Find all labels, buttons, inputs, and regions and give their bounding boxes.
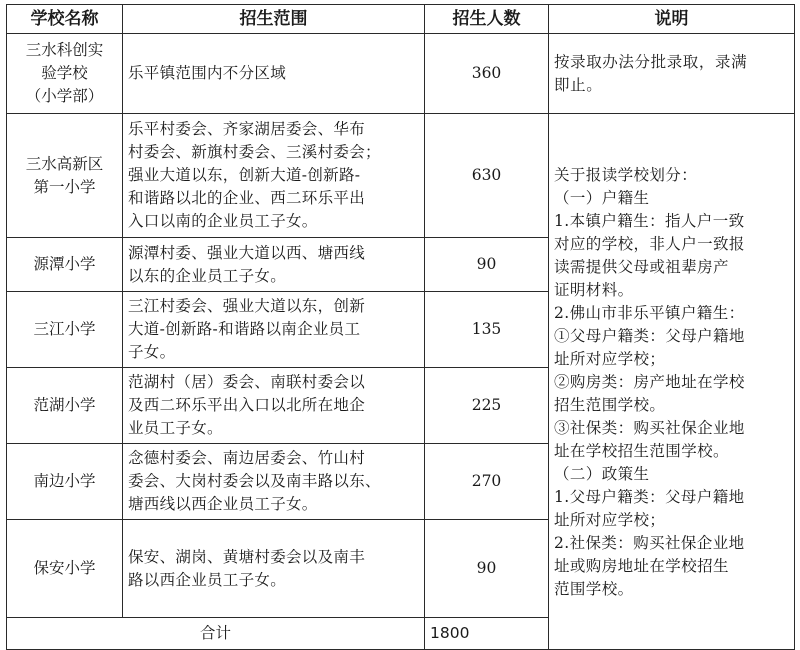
table-row	[7, 114, 795, 238]
school-name-line: 南边小学	[33, 472, 96, 490]
enrollment-range-cell	[123, 520, 425, 618]
note-line: 2.佛山市非乐平镇户籍生：	[554, 304, 745, 322]
school-name-line: 验学校	[41, 64, 88, 82]
header-enrollment-range: 招生范围	[123, 5, 425, 34]
school-name-line: 三水科创实	[25, 41, 104, 59]
school-division-notes	[549, 114, 795, 650]
note-line: 招生范围学校。	[554, 396, 666, 414]
enrollment-table	[6, 4, 795, 650]
note-line: （一）户籍生	[554, 189, 650, 207]
school-name-cell	[7, 368, 123, 444]
note-line: 1.父母户籍类：父母户籍地	[554, 488, 745, 506]
range-line: 路以西企业员工子女。	[128, 570, 287, 589]
enrollment-count-cell: 270	[425, 444, 549, 520]
range-line: 乐平村委会、齐家湖居委会、华布	[128, 120, 366, 138]
range-line: 业员工子女。	[128, 419, 223, 437]
school-name-line: 第一小学	[33, 177, 96, 196]
note-line: 1.本镇户籍生：指人户一致	[554, 212, 745, 230]
school-name-cell	[7, 292, 123, 368]
note-line: 关于报读学校划分：	[554, 166, 698, 184]
range-line: 委会、大岗村委会以及南丰路以东、	[128, 472, 381, 490]
enrollment-count-cell: 360	[425, 34, 549, 114]
range-line: 乐平镇范围内不分区域	[128, 64, 287, 82]
range-line: 及西二环乐平出入口以北所在地企	[128, 396, 366, 414]
note-line: 址所对应学校；	[554, 350, 666, 368]
enrollment-count-cell: 630	[425, 114, 549, 238]
school-name-cell	[7, 520, 123, 618]
range-line: 以东的企业员工子女。	[128, 266, 287, 285]
note-line: 证明材料。	[554, 281, 634, 299]
note-line: 址在学校招生范围学校。	[554, 442, 729, 460]
school-name-cell	[7, 444, 123, 520]
note-line: 对应的学校，非人户一致报	[554, 235, 745, 253]
range-line: 和谐路以北的企业、西二环乐平出	[128, 189, 366, 207]
enrollment-range-cell	[123, 34, 425, 114]
note-line: ②购房类：房产地址在学校	[554, 373, 745, 391]
range-line: 大道-创新路-和谐路以南企业员工	[128, 320, 361, 338]
school-name-line: 三水高新区	[25, 154, 104, 173]
range-line: 强业大道以东，创新大道-创新路-	[128, 166, 361, 184]
school-name-line: 三江小学	[33, 320, 96, 338]
range-line: 子女。	[128, 343, 176, 361]
school-name-line: （小学部）	[25, 87, 104, 105]
note-line: 址或购房地址在学校招生	[554, 557, 729, 575]
note-line: 2.社保类：购买社保企业地	[554, 534, 745, 552]
school-name-line: 范湖小学	[33, 396, 96, 414]
enrollment-count-cell: 225	[425, 368, 549, 444]
enrollment-range-cell	[123, 444, 425, 520]
range-line: 村委会、新旗村委会、三溪村委会；	[128, 143, 381, 161]
header-enrollment-count: 招生人数	[425, 5, 549, 34]
range-line: 塘西线以西企业员工子女。	[128, 495, 318, 513]
range-line: 入口以南的企业员工子女。	[128, 212, 318, 230]
school-name-cell	[7, 34, 123, 114]
enrollment-count-cell: 90	[425, 238, 549, 292]
admission-rule-note	[549, 34, 795, 114]
school-name-cell	[7, 114, 123, 238]
enrollment-count-cell: 135	[425, 292, 549, 368]
note-line: ③社保类：购买社保企业地	[554, 419, 745, 437]
enrollment-range-cell	[123, 368, 425, 444]
header-notes: 说明	[549, 5, 795, 34]
note-line: 即止。	[554, 75, 603, 94]
range-line: 保安、湖岗、黄塘村委会以及南丰	[128, 547, 366, 566]
note-line: 范围学校。	[554, 580, 634, 598]
header-row	[7, 5, 795, 34]
note-line: 按录取办法分批录取，录满	[554, 52, 748, 71]
note-line: 读需提供父母或祖辈房产	[554, 258, 729, 276]
range-line: 范湖村（居）委会、南联村委会以	[128, 373, 366, 391]
range-line: 源潭村委、强业大道以西、塘西线	[128, 243, 366, 262]
note-line: ①父母户籍类：父母户籍地	[554, 327, 745, 345]
range-line: 三江村委会、强业大道以东，创新	[128, 297, 366, 315]
enrollment-count-cell: 90	[425, 520, 549, 618]
enrollment-range-cell	[123, 114, 425, 238]
enrollment-range-cell	[123, 238, 425, 292]
note-line: （二）政策生	[554, 465, 650, 483]
note-line: 址所对应学校；	[554, 511, 666, 529]
school-name-line: 保安小学	[33, 559, 96, 577]
enrollment-range-cell	[123, 292, 425, 368]
school-name-cell	[7, 238, 123, 292]
range-line: 念德村委会、南边居委会、竹山村	[128, 449, 366, 467]
total-count: 1800	[425, 618, 549, 650]
total-label: 合计	[7, 618, 425, 650]
table-row	[7, 34, 795, 114]
header-school-name: 学校名称	[7, 5, 123, 34]
school-name-line: 源潭小学	[33, 255, 96, 273]
